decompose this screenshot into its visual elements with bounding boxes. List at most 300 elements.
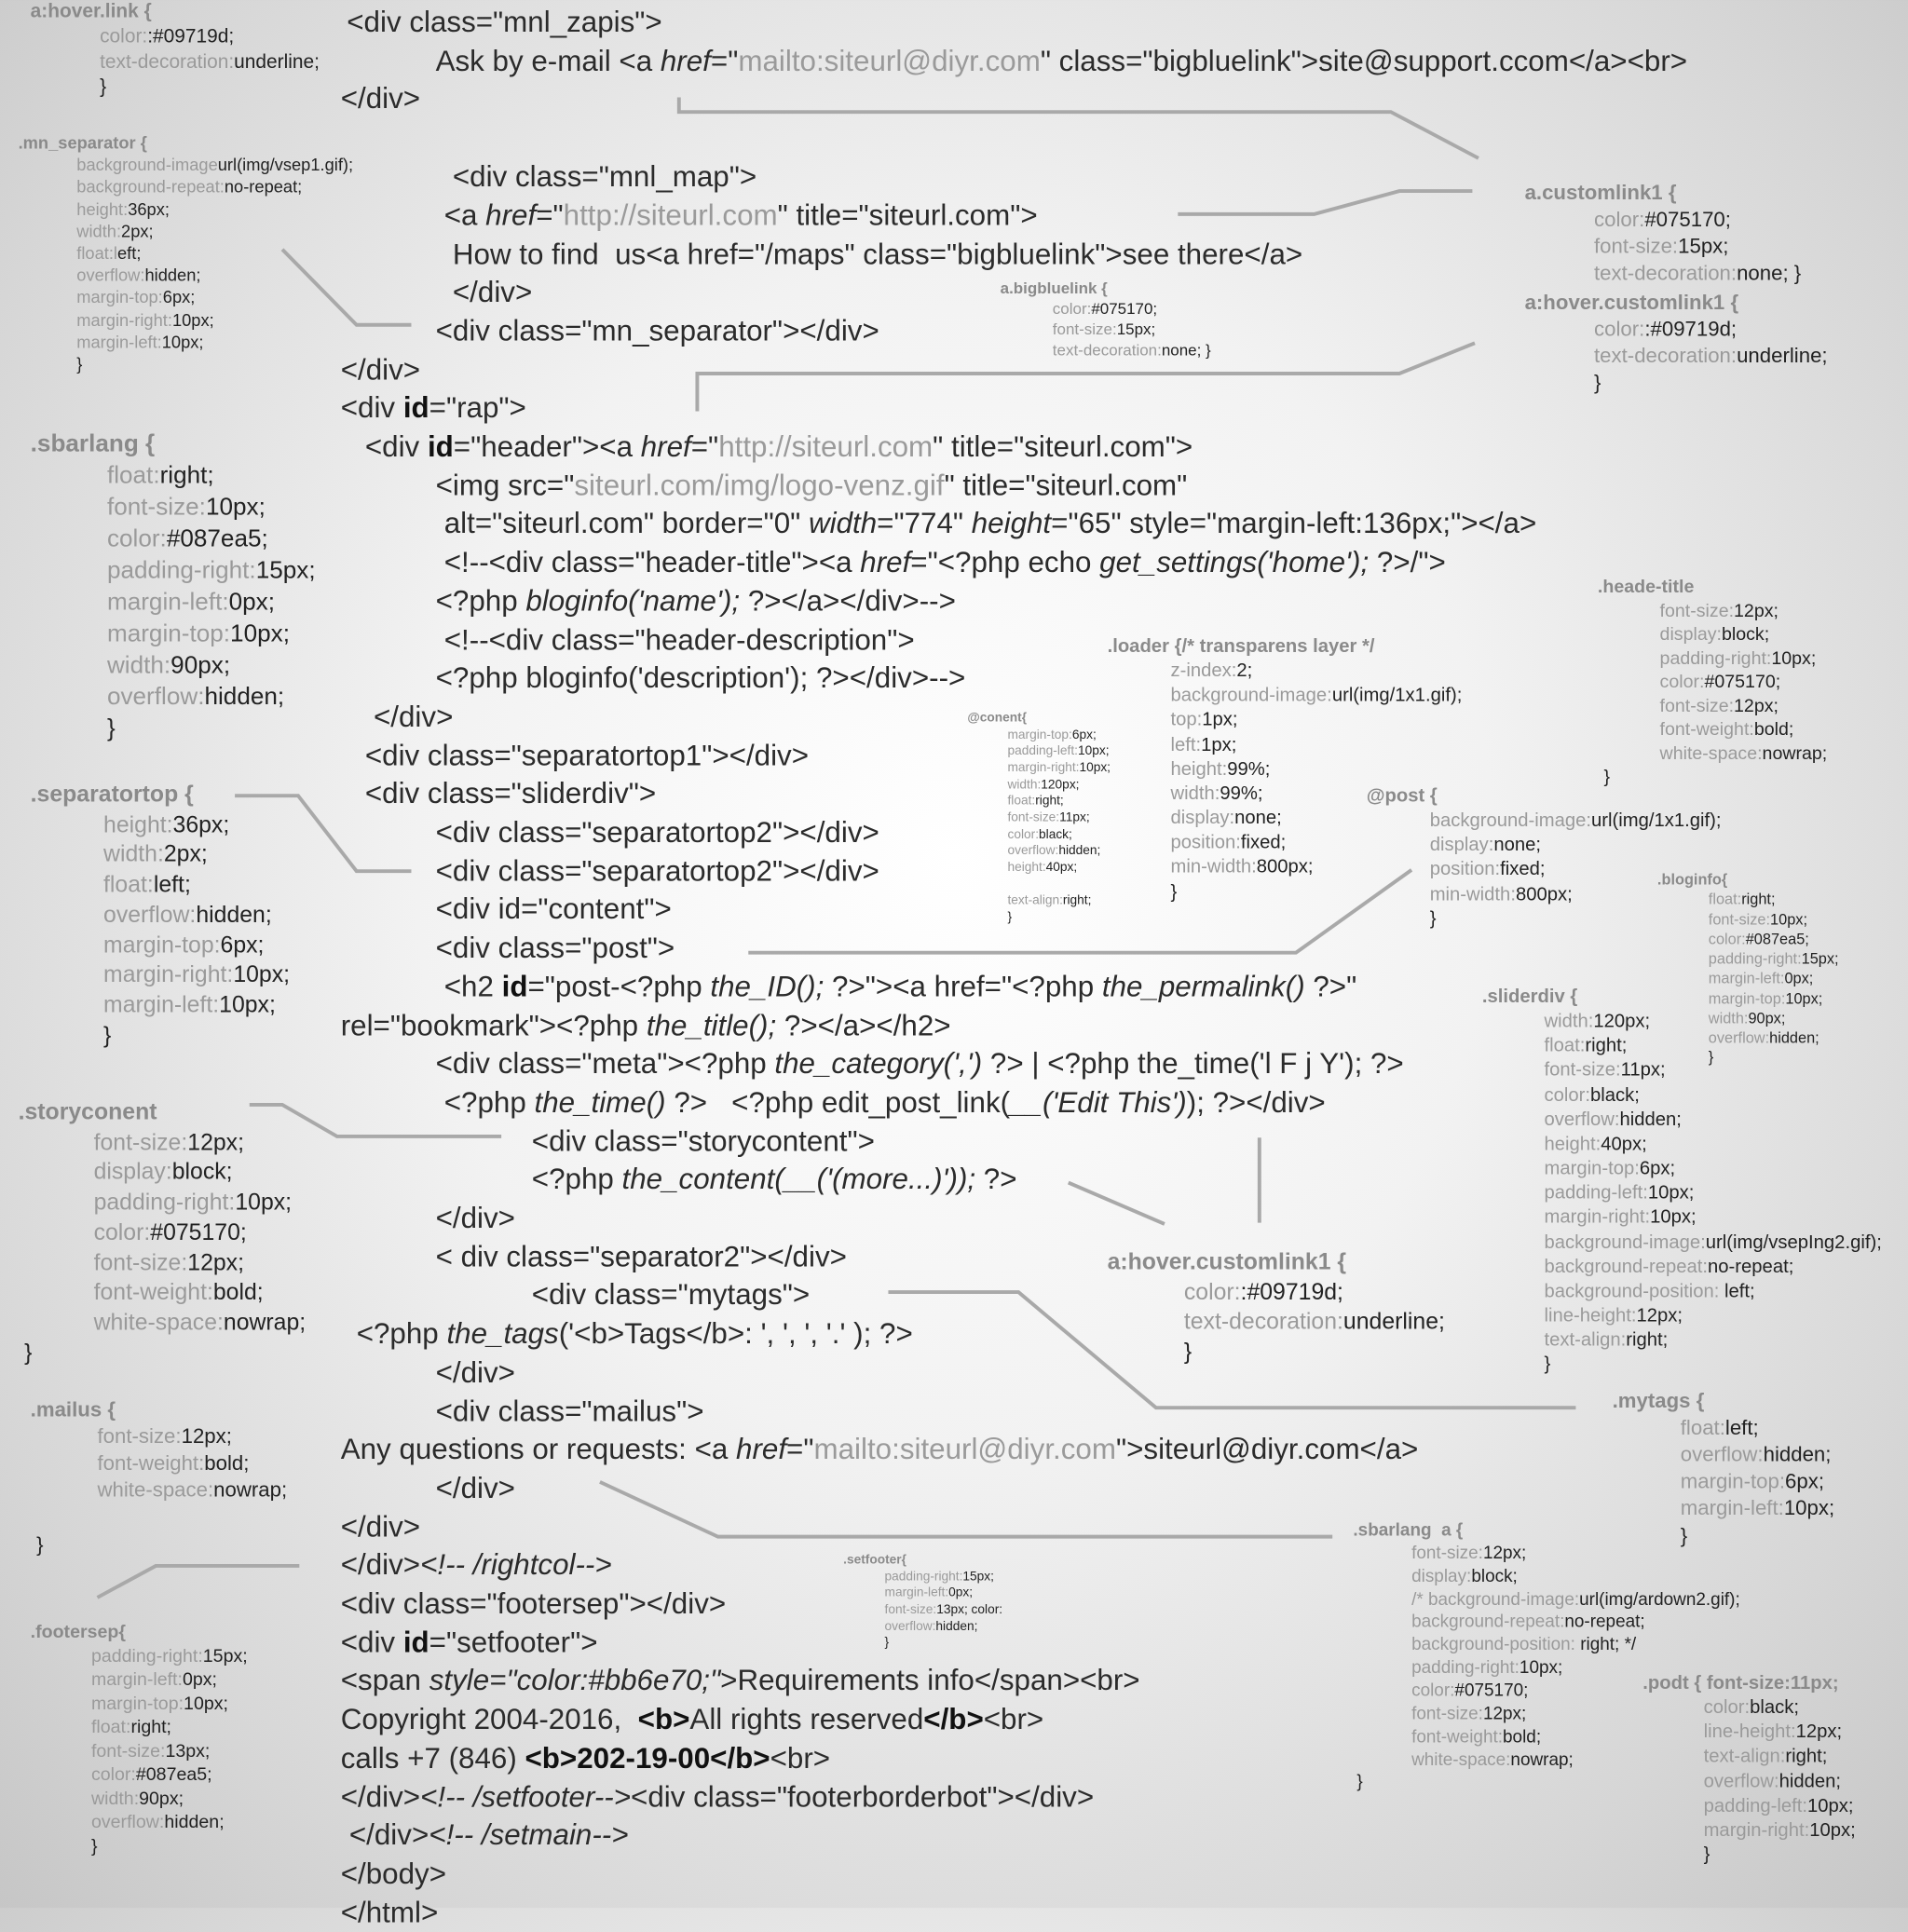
code-token: ?>": [1304, 971, 1357, 1004]
css-property: padding-right:: [1659, 647, 1772, 669]
css-value: nowrap;: [1762, 742, 1828, 764]
css-property: font-size:: [1708, 910, 1771, 928]
css-value: 2;: [1236, 660, 1253, 682]
css-value: }: [106, 714, 116, 742]
css-value: hidden;: [1619, 1109, 1682, 1131]
code-line: [341, 1664, 1140, 1700]
css-property: white-space:: [1411, 1749, 1511, 1770]
css-declaration: [1007, 760, 1111, 777]
css-property: font-size:: [106, 494, 206, 522]
css-declaration: [885, 1585, 974, 1602]
css-value: 10px;: [161, 332, 204, 352]
css-declaration: [76, 242, 141, 265]
css-property: margin-right:: [76, 309, 172, 330]
code-token: href: [640, 430, 691, 464]
code-token: </body>: [340, 1857, 447, 1891]
css-declaration: [91, 1644, 248, 1667]
css-value: 1px;: [1201, 734, 1237, 755]
css-block-title: [1657, 870, 1727, 890]
css-value: #087ea5;: [1745, 930, 1809, 948]
css-property: font-size:: [1659, 695, 1735, 716]
css-block-title: [31, 429, 156, 460]
css-property: color:: [90, 1763, 136, 1786]
css-selector: .footersep{: [30, 1622, 126, 1643]
css-property: overflow:: [884, 1618, 936, 1634]
css-value: underline;: [1737, 344, 1828, 368]
code-token: <?php: [443, 1086, 535, 1120]
code-token: style="color:#bb6e70;": [429, 1665, 721, 1698]
css-declaration: [1660, 742, 1828, 765]
css-selector: .podt { font-size:11px;: [1642, 1672, 1839, 1694]
css-property: height:: [1007, 860, 1046, 875]
css-property: font-size:: [1594, 235, 1679, 259]
code-token: How to find us<a href="/maps" class="bigbluelink">see there</a>: [452, 238, 1303, 271]
code-line: [444, 622, 915, 659]
css-declaration: [1053, 340, 1211, 361]
css-declaration: [76, 286, 195, 308]
css-value: 40px;: [1601, 1134, 1647, 1155]
css-value: nowrap;: [1510, 1749, 1574, 1770]
css-declaration: [91, 1811, 225, 1834]
css-property: margin-right:: [1703, 1819, 1810, 1842]
css-value: :#09719d;: [147, 26, 235, 48]
css-selector: @conent{: [967, 710, 1028, 726]
css-value: 6px;: [1639, 1158, 1676, 1179]
css-selector: .separatortop {: [30, 782, 194, 809]
code-token: <!--<div class="header-description">: [443, 623, 915, 657]
css-declaration: [97, 1477, 287, 1504]
css-value: }: [1429, 908, 1437, 930]
css-value: 12px;: [187, 1129, 244, 1156]
css-property: width:: [1007, 777, 1042, 792]
css-value: 15px;: [1678, 235, 1729, 259]
css-declaration: [1660, 623, 1770, 646]
code-line: [453, 237, 1302, 273]
css-value: 0px;: [1784, 970, 1814, 987]
css-declaration: [1170, 684, 1462, 708]
css-property: left:: [1170, 734, 1202, 755]
css-declaration: [91, 1834, 98, 1857]
css-declaration: [1594, 370, 1601, 397]
css-property: margin-left:: [76, 332, 162, 352]
css-declaration: [107, 681, 284, 713]
css-property: width:: [106, 652, 171, 679]
code-token: the_ID();: [710, 971, 825, 1004]
css-value: no-repeat;: [1564, 1612, 1645, 1633]
css-declaration: [1170, 733, 1236, 757]
code-token: Any questions or requests: <a: [340, 1433, 737, 1467]
code-token: " class="bigbluelink">site@support.ccom</a><br>: [1040, 44, 1688, 78]
css-property: min-width:: [1170, 856, 1257, 878]
code-token: <!-- /setfooter-->: [420, 1780, 632, 1814]
css-declaration: [76, 197, 170, 220]
code-token: height: [971, 508, 1052, 541]
css-block-title: [1525, 290, 1739, 317]
css-declaration: [1430, 858, 1546, 882]
code-line: [436, 1201, 515, 1237]
css-declaration: [1709, 930, 1809, 949]
css-value: 90px;: [139, 1788, 184, 1809]
css-declaration: [1681, 1415, 1759, 1442]
css-value: :#09719d;: [1240, 1279, 1343, 1306]
css-property: margin-right:: [1544, 1207, 1651, 1229]
css-selector: .loader {/* transparens layer */: [1107, 636, 1375, 658]
code-token: <div class="mailus">: [435, 1395, 704, 1428]
css-declaration: [1170, 856, 1313, 880]
css-declaration: [1170, 831, 1286, 855]
css-declaration: [1709, 1028, 1819, 1048]
css-value: 12px;: [181, 1424, 232, 1449]
css-property: text-align:: [1007, 892, 1063, 908]
code-token: ="rap">: [429, 391, 526, 426]
css-value: }: [1183, 1340, 1192, 1366]
css-property: padding-left:: [1544, 1182, 1648, 1204]
css-selector: .heade-title: [1597, 577, 1695, 598]
css-property: font-size:: [93, 1129, 188, 1156]
css-declaration: [1544, 1255, 1793, 1279]
css-declaration: [1170, 660, 1252, 684]
css-declaration: [885, 1569, 994, 1585]
code-token: bloginfo('name');: [525, 584, 741, 619]
code-token: <div class="sliderdiv">: [364, 777, 657, 811]
code-token: =": [690, 430, 719, 464]
css-declaration: [1594, 344, 1828, 371]
css-value: right;: [1785, 1746, 1828, 1768]
css-value: 99%;: [1227, 758, 1271, 780]
css-property: white-space:: [97, 1478, 214, 1503]
code-token: <h2: [443, 971, 502, 1004]
css-property: width:: [76, 221, 122, 241]
css-value: hidden;: [196, 902, 272, 929]
css-value: 36px;: [172, 812, 230, 838]
css-value: block;: [1721, 624, 1770, 646]
css-property: display:: [1170, 808, 1235, 829]
css-selector: a:hover.customlink1 {: [1107, 1249, 1347, 1275]
css-value: 10px;: [1519, 1658, 1563, 1679]
code-line: [532, 1278, 810, 1314]
css-declaration: [103, 932, 264, 961]
code-line: [341, 1626, 598, 1662]
css-block-close: [24, 1340, 32, 1369]
css-value: 2px;: [163, 842, 208, 868]
css-declaration: [1544, 1354, 1550, 1378]
css-selector: .sbarlang a {: [1353, 1520, 1464, 1541]
css-block-title: [1367, 784, 1438, 809]
code-line: [365, 738, 809, 774]
css-value: nowrap;: [213, 1478, 288, 1503]
css-block-title: [31, 1396, 116, 1423]
css-value: 0px;: [948, 1585, 974, 1600]
code-token: </div>: [340, 1780, 421, 1814]
css-property: text-decoration:: [100, 51, 235, 73]
code-token: <?php: [531, 1163, 622, 1197]
css-declaration: [1544, 1181, 1694, 1205]
css-property: text-decoration:: [1594, 262, 1738, 286]
css-block-title: [1001, 279, 1108, 299]
css-property: padding-right:: [1708, 950, 1802, 968]
css-property: overflow:: [106, 684, 205, 711]
css-property: width:: [103, 842, 164, 868]
css-value: 90px;: [1748, 1009, 1786, 1027]
css-value: underline;: [1342, 1309, 1445, 1336]
code-token: href: [860, 546, 911, 579]
css-value: 10px;: [1077, 743, 1110, 759]
css-declaration: [885, 1636, 890, 1653]
code-line: [341, 1008, 951, 1044]
css-value: #075170;: [1704, 671, 1781, 693]
css-declaration: [1544, 1280, 1754, 1304]
code-token: <?php bloginfo('description'); ?></div>-->: [435, 661, 966, 696]
code-token: All rights reserved: [689, 1703, 924, 1736]
css-value: 99%;: [1220, 782, 1263, 805]
css-declaration: [1660, 599, 1779, 622]
css-property: margin-top:: [103, 932, 221, 959]
css-value: 12px;: [1734, 695, 1779, 716]
code-token: id: [402, 391, 429, 426]
css-block-title: [1353, 1519, 1463, 1543]
code-token: </div>: [340, 353, 421, 387]
css-value: right;: [1035, 793, 1064, 809]
css-property: min-width:: [1429, 884, 1516, 905]
css-value: 800px;: [1515, 884, 1573, 905]
css-property: overflow:: [1703, 1771, 1779, 1792]
css-property: height:: [1170, 758, 1228, 780]
css-declaration: [1681, 1496, 1834, 1523]
code-token: <?php: [356, 1317, 447, 1351]
code-token: <div class="footerborderbot"></div>: [631, 1780, 1095, 1814]
code-token: <div class="footersep"></div>: [340, 1587, 727, 1621]
css-declaration: [1704, 1770, 1841, 1794]
css-property: color:: [1411, 1680, 1455, 1701]
css-value: right; */: [1574, 1635, 1637, 1655]
css-declaration: [1544, 1206, 1696, 1231]
css-block-close: [1603, 766, 1610, 789]
css-declaration: [76, 176, 302, 198]
css-value: hidden;: [1779, 1771, 1842, 1792]
css-property: font-size:: [1411, 1544, 1483, 1564]
css-declaration: [1709, 890, 1776, 909]
code-line: [532, 1123, 875, 1160]
css-declaration: [1170, 709, 1237, 733]
css-value: }: [1007, 909, 1013, 925]
css-value: 10px;: [1650, 1207, 1697, 1229]
css-value: }: [1680, 1523, 1688, 1547]
css-value: 10px;: [205, 494, 266, 522]
code-line: [436, 853, 879, 890]
css-block-title: [19, 1098, 157, 1128]
css-property: color:: [1703, 1697, 1751, 1719]
css-value: }: [90, 1835, 98, 1857]
code-token: ="setfooter">: [429, 1626, 598, 1660]
css-declaration: [91, 1763, 212, 1787]
css-selector: .mytags {: [1612, 1389, 1705, 1413]
css-declaration: [1184, 1309, 1445, 1339]
code-token: <div class="mnl_zapis">: [347, 6, 662, 39]
css-value: }: [1544, 1354, 1551, 1376]
css-value: 40px;: [1045, 860, 1078, 875]
connector-line: [282, 250, 411, 325]
css-value: right;: [1585, 1035, 1628, 1057]
css-property: float:: [103, 872, 154, 899]
css-property: font-size:: [97, 1424, 182, 1449]
css-declaration: [94, 1309, 307, 1339]
css-block-title: [967, 711, 1027, 728]
css-property: overflow:: [1708, 1028, 1770, 1047]
css-declaration: [1704, 1746, 1828, 1770]
css-value: hidden;: [144, 265, 201, 285]
connector-line: [97, 1566, 299, 1598]
css-selector: .sliderdiv {: [1481, 986, 1578, 1008]
css-declaration: [94, 1159, 233, 1189]
css-declaration: [1594, 317, 1737, 344]
code-line: [436, 1047, 1404, 1083]
css-property: font-size:: [1007, 810, 1060, 825]
css-value: }: [884, 1635, 890, 1651]
css-property: margin-top:: [76, 287, 163, 307]
css-property: white-space:: [1659, 742, 1763, 764]
css-declaration: [1544, 1157, 1675, 1181]
css-value: left;: [153, 872, 191, 899]
css-block-title: [1598, 576, 1694, 599]
css-value: hidden;: [1763, 1443, 1832, 1467]
css-block-title: [1642, 1672, 1838, 1696]
code-token: " title="siteurl.com">: [933, 430, 1193, 464]
code-token: </div>: [435, 1202, 515, 1235]
code-line: [341, 1586, 726, 1623]
css-selector: .sbarlang {: [30, 430, 156, 458]
css-property: width:: [1708, 1009, 1749, 1027]
css-value: none; }: [1737, 262, 1802, 286]
css-block-title: [1525, 180, 1677, 207]
css-value: 0px;: [228, 589, 275, 616]
css-value: 12px;: [1482, 1704, 1527, 1724]
css-declaration: [94, 1249, 244, 1279]
css-value: left;: [1719, 1281, 1755, 1302]
css-property: background-repeat:: [1411, 1612, 1565, 1633]
code-token: rel="bookmark"><?php: [340, 1009, 647, 1042]
css-property: font-weight:: [1659, 718, 1754, 741]
css-value: 10px;: [171, 309, 214, 330]
css-declaration: [107, 587, 275, 619]
code-line: [444, 970, 1356, 1006]
code-token: " title="siteurl.com">: [777, 198, 1038, 233]
css-property: line-height:: [1703, 1721, 1796, 1743]
css-selector: @post {: [1366, 785, 1438, 807]
css-declaration: [107, 492, 266, 524]
css-value: 10px;: [1647, 1182, 1695, 1204]
css-declaration: [1007, 843, 1100, 860]
css-declaration: [107, 555, 316, 587]
css-property: overflow:: [1007, 843, 1059, 859]
css-value: bold;: [204, 1451, 250, 1476]
code-token: ?></a></div>-->: [740, 584, 956, 619]
css-declaration: [1544, 1109, 1681, 1133]
css-property: font-size:: [1052, 320, 1117, 338]
css-declaration: [1411, 1657, 1562, 1680]
css-selector: a:hover.customlink1 {: [1524, 291, 1739, 314]
css-declaration: [103, 871, 191, 901]
css-value: left;: [1724, 1416, 1759, 1440]
css-value: 1px;: [1202, 710, 1238, 731]
code-token: </html>: [340, 1896, 439, 1929]
css-property: margin-left:: [90, 1668, 183, 1691]
css-value: 6px;: [220, 932, 265, 959]
css-value: 120px;: [1041, 777, 1080, 792]
code-token: <b>: [637, 1703, 690, 1736]
css-value: 12px;: [1795, 1721, 1843, 1743]
css-declaration: [1053, 320, 1155, 340]
css-block-title: [1482, 986, 1577, 1010]
css-property: text-decoration:: [1594, 344, 1738, 368]
css-property: z-index:: [1170, 660, 1237, 682]
css-property: font-weight:: [93, 1280, 213, 1306]
code-line: [436, 815, 879, 851]
css-property: margin-left:: [1680, 1497, 1784, 1520]
css-property: color:: [1052, 299, 1092, 318]
css-value: right;: [1741, 891, 1776, 908]
css-close-brace: }: [1603, 766, 1611, 788]
css-value: }: [1594, 371, 1601, 395]
css-declaration: [1170, 782, 1262, 807]
css-declaration: [103, 902, 272, 932]
code-token: the_time(): [534, 1086, 666, 1120]
css-value: url(img/1x1.gif);: [1591, 810, 1722, 832]
css-value: bold;: [1753, 718, 1794, 741]
code-line: [436, 314, 879, 350]
connector-line: [1069, 1183, 1165, 1224]
css-property: margin-top:: [1680, 1470, 1786, 1493]
css-declaration: [1184, 1339, 1192, 1368]
code-token: </div>: [340, 83, 421, 116]
css-value: 90px;: [170, 652, 231, 679]
code-token: <div class="separatortop1"></div>: [364, 739, 810, 772]
code-token: Copyright 2004-2016,: [340, 1703, 638, 1736]
code-token: <img src=": [435, 469, 575, 503]
css-declaration: [1411, 1749, 1574, 1773]
css-value: 0px;: [182, 1668, 217, 1691]
css-block-title: [31, 0, 152, 25]
css-declaration: [100, 50, 320, 75]
css-declaration: [1007, 827, 1071, 844]
css-value: 6px;: [1071, 727, 1097, 742]
css-value: right;: [1062, 892, 1092, 908]
css-value: 6px;: [162, 287, 196, 307]
css-declaration: [885, 1619, 978, 1636]
css-declaration: [1709, 988, 1823, 1008]
css-property: font-weight:: [97, 1451, 205, 1476]
css-selector: a:hover.link {: [30, 1, 152, 22]
css-declaration: [107, 460, 214, 492]
css-declaration: [76, 154, 353, 176]
css-declaration: [1170, 757, 1270, 782]
code-line: [444, 507, 1537, 543]
css-declaration: [76, 308, 213, 331]
code-token: <!-- /setmain-->: [429, 1818, 629, 1853]
css-declaration: [1704, 1844, 1710, 1868]
css-property: font-size:: [93, 1250, 188, 1276]
code-token: </div>: [435, 1356, 515, 1390]
code-token: ); ?></div>: [1186, 1086, 1326, 1120]
css-property: overflow:: [103, 902, 197, 929]
connector-line: [1178, 191, 1472, 214]
css-property: float:l: [76, 243, 117, 264]
css-value: 15px;: [962, 1569, 994, 1585]
code-line: [436, 584, 956, 620]
css-property: color:: [1594, 208, 1645, 232]
code-token: </div>: [348, 1818, 429, 1853]
code-token: <b>202-19-00</b>: [525, 1742, 770, 1776]
code-line: [341, 82, 420, 118]
